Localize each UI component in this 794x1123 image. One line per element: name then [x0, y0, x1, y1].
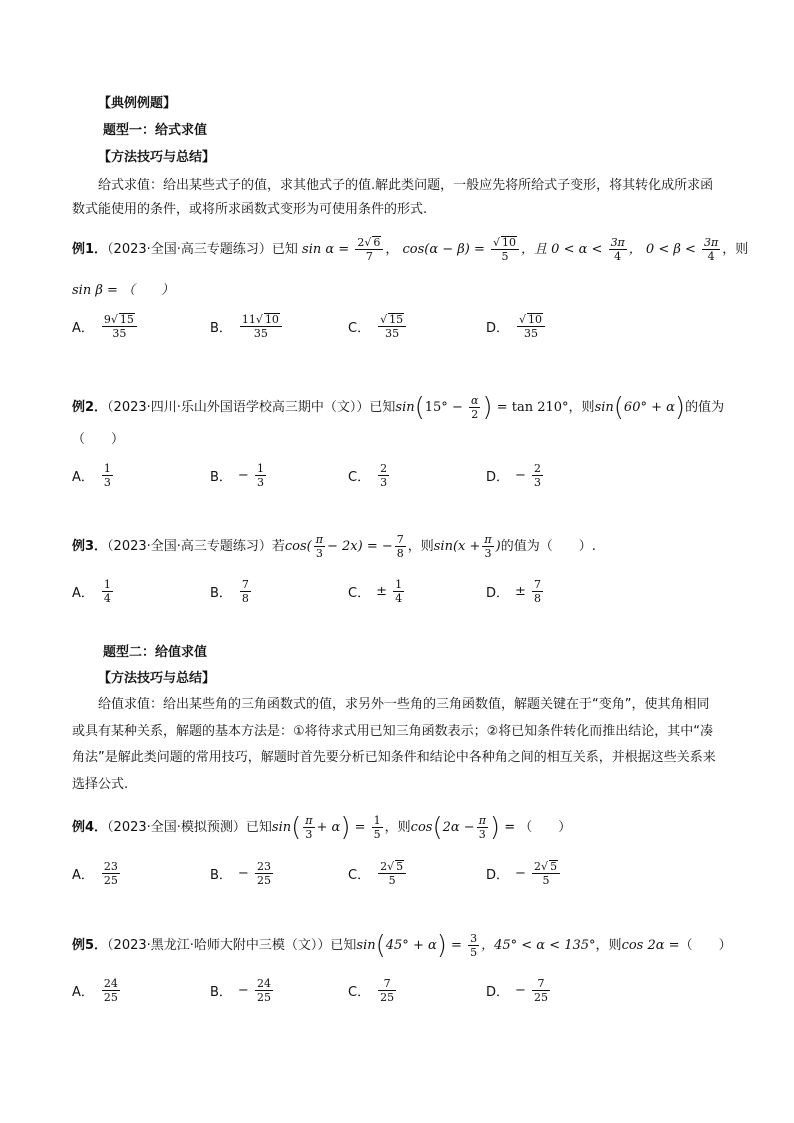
option-fraction: $\frac{2}{3}$ — [534, 462, 542, 489]
ex1-option-c[interactable] — [348, 313, 408, 340]
ex2-expr-in: 15° − — [424, 400, 463, 415]
option-fraction: $\frac{2√ 5}{5}$ — [378, 860, 406, 887]
ex3-sin: sin(x + — [433, 539, 481, 554]
option-letter: C． — [348, 868, 371, 883]
option-letter: C． — [348, 321, 371, 336]
ex1-frac-c2: $\frac{3\pi}{4}$ — [704, 236, 719, 263]
type2-heading: 题型二：给值求值 — [103, 645, 208, 660]
type1-heading: 题型一：给式求值 — [103, 123, 208, 138]
ex3-mid: ，则 — [407, 539, 434, 554]
option-fraction: $\frac{√ 10}{35}$ — [517, 313, 545, 340]
ex1-sin-alpha: sin α = — [302, 242, 350, 257]
option-fraction: $\frac{24}{25}$ — [103, 977, 118, 1004]
ex5-expr1-in: 45° + α — [385, 938, 437, 953]
option-letter: B． — [210, 470, 232, 485]
option-letter: A． — [72, 985, 94, 1000]
ex4-mid: ，则 — [384, 820, 411, 835]
ex4-frac3: $\frac{\pi}{3}$ — [478, 814, 486, 841]
option-fraction: $\frac{1}{3}$ — [256, 462, 264, 489]
ex4-sin: sin — [271, 820, 292, 835]
ex4-option-b[interactable] — [210, 860, 275, 887]
ex5-label: 例5． — [72, 938, 108, 953]
type2-method-title: 【方法技巧与总结】 — [98, 671, 216, 686]
ex3-option-b[interactable] — [210, 578, 253, 605]
ex4-eq: = — [354, 820, 366, 835]
ex3-frac2: $\frac{7}{8}$ — [396, 533, 404, 560]
ex1-frac-c1: $\frac{3\pi}{4}$ — [610, 236, 625, 263]
option-sign: − — [237, 866, 253, 881]
ex4-source: （2023·全国·模拟预测）已知 — [107, 820, 272, 835]
option-fraction: $\frac{24}{25}$ — [256, 977, 271, 1004]
ex4-tail: = （ ） — [504, 820, 572, 835]
option-sign: − — [515, 983, 531, 998]
ex5-cos2a: cos 2α = — [621, 938, 680, 953]
ex5-sin: sin — [356, 938, 376, 953]
option-fraction: $\frac{7}{25}$ — [380, 977, 395, 1004]
ex1-cond1: ，且 0 < α < — [521, 242, 603, 257]
ex1-line2: sin β = （ ） — [72, 283, 175, 298]
option-fraction: $\frac{23}{25}$ — [256, 860, 271, 887]
option-fraction: $\frac{1}{4}$ — [395, 578, 403, 605]
ex4-option-d[interactable] — [486, 860, 562, 887]
ex2-option-c[interactable] — [348, 462, 391, 489]
ex3-expr1-post: − 2x) = − — [327, 539, 393, 554]
ex5-option-c[interactable] — [348, 977, 398, 1004]
option-sign: − — [237, 468, 253, 483]
ex1-option-a[interactable] — [72, 313, 139, 340]
ex4-option-c[interactable] — [348, 860, 408, 887]
ex3-label: 例3． — [72, 539, 108, 554]
ex5-frac: $\frac{3}{5}$ — [470, 932, 478, 959]
option-letter: D． — [486, 321, 510, 336]
ex1-cos-ab: cos(α − β) = — [402, 242, 485, 257]
ex2-source: （2023·四川·乐山外国语学校高三期中（文））已知 — [107, 400, 396, 415]
option-sign: ± — [515, 584, 531, 599]
ex1-question: 例1．（2023·全国·高三专题练习）已知 sin α = $\frac{2√ 6}{7}$ ， cos(α − β) = $\frac{√ 10}{5}$ ，且 0 < α < $\frac{3\pi}{4}$ ， 0 < β < $\frac{3\pi}{4}$ ，则 — [72, 236, 749, 263]
ex5-option-b[interactable] — [210, 977, 275, 1004]
ex2-frac: $\frac{\alpha}{2}$ — [470, 394, 479, 421]
ex4-expr2-in: 2α − — [442, 820, 475, 835]
ex2-mid: ，则 — [568, 400, 595, 415]
type1-method-title: 【方法技巧与总结】 — [98, 150, 216, 165]
option-fraction: $\frac{9√ 15}{35}$ — [102, 313, 137, 340]
ex1-label: 例1． — [72, 242, 108, 257]
ex1-tail: ，则 — [722, 242, 749, 257]
ex2-question: 例2．（2023·四川·乐山外国语学校高三期中（文））已知sin(15° − $\frac{\alpha}{2}$ ) = tan 210°，则sin(60° + α)的值为 — [72, 392, 725, 423]
ex1-frac-a: $\frac{2√ 6}{7}$ — [355, 236, 383, 263]
ex3-question — [72, 531, 596, 563]
ex2-line2: （ ） — [72, 432, 125, 447]
ex4-frac2: $\frac{1}{5}$ — [373, 814, 381, 841]
option-letter: C． — [348, 586, 371, 601]
ex1-option-d[interactable] — [486, 313, 547, 340]
ex2-option-d[interactable] — [486, 462, 545, 489]
option-letter: C． — [348, 985, 371, 1000]
ex4-cos: cos — [410, 820, 433, 835]
ex4-option-a[interactable] — [72, 860, 122, 887]
option-fraction: $\frac{7}{8}$ — [534, 578, 542, 605]
option-letter: C． — [348, 470, 371, 485]
ex5-eq: = — [451, 938, 462, 953]
ex2-expr2-in: 60° + α — [623, 400, 675, 415]
ex3-option-a[interactable] — [72, 578, 115, 605]
ex5-mid: ，则 — [595, 938, 622, 953]
ex1-source: （2023·全国·高三专题练习）已知 — [107, 242, 298, 257]
option-letter: D． — [486, 586, 510, 601]
ex4-frac1: $\frac{\pi}{3}$ — [305, 814, 313, 841]
option-fraction: $\frac{7}{25}$ — [534, 977, 549, 1004]
ex2-option-b[interactable] — [210, 462, 268, 489]
ex3-option-c[interactable] — [348, 578, 406, 605]
option-fraction: $\frac{2}{3}$ — [380, 462, 388, 489]
ex2-eq: = tan 210° — [496, 400, 569, 415]
option-letter: B． — [210, 586, 232, 601]
option-fraction: $\frac{11√ 10}{35}$ — [240, 313, 282, 340]
ex3-frac1: $\frac{\pi}{3}$ — [315, 533, 323, 560]
section-title: 【典例例题】 — [98, 96, 177, 111]
option-letter: D． — [486, 868, 510, 883]
option-fraction: $\frac{√ 15}{35}$ — [378, 313, 406, 340]
option-fraction: $\frac{7}{8}$ — [241, 578, 249, 605]
ex5-option-a[interactable] — [72, 977, 122, 1004]
ex4-label: 例4． — [72, 820, 108, 835]
option-letter: A． — [72, 321, 94, 336]
ex5-cond: ，45° < α < 135° — [481, 938, 596, 953]
type1-method-text: 给式求值：给出某些式子的值，求其他式子的值.解此类问题，一般应先将所给式子变形，将其转化成所求函数式能使用的条件，或将所求函数式变形为可使用条件的形式. — [72, 178, 714, 217]
ex4-question: 例4．（2023·全国·模拟预测）已知sin( $\frac{\pi}{3}$ + α) = $\frac{1}{5}$ ，则cos(2α − $\frac{\pi}{3}$ ) = （ ） — [72, 812, 572, 843]
ex3-cos: cos( — [284, 539, 312, 554]
ex2-option-a[interactable] — [72, 462, 115, 489]
option-letter: B． — [210, 868, 232, 883]
ex5-tail: （ ） — [679, 938, 732, 953]
option-sign: ± — [376, 584, 392, 599]
ex5-question: 例5．（2023·黑龙江·哈师大附中三模（文））已知sin(45° + α) = $\frac{3}{5}$ ，45° < α < 135°，则cos 2α =（ ） — [72, 930, 732, 961]
ex4-expr1-in: + α — [316, 820, 341, 835]
ex3-tail: 的值为（ ）. — [500, 539, 596, 554]
option-fraction: $\frac{1}{4}$ — [103, 578, 111, 605]
ex3-close: ) — [495, 539, 501, 554]
option-letter: D． — [486, 985, 510, 1000]
option-fraction: $\frac{23}{25}$ — [103, 860, 118, 887]
ex1-frac-b: $\frac{√ 10}{5}$ — [491, 236, 519, 263]
ex2-sin2: sin — [594, 400, 614, 415]
option-letter: A． — [72, 470, 94, 485]
option-fraction: $\frac{2√ 5}{5}$ — [532, 860, 560, 887]
option-fraction: $\frac{1}{3}$ — [103, 462, 111, 489]
option-sign: − — [515, 468, 531, 483]
ex3-option-d[interactable] — [486, 578, 545, 605]
ex2-sin: sin — [395, 400, 415, 415]
ex2-tail: 的值为 — [685, 400, 725, 415]
option-letter: A． — [72, 868, 94, 883]
ex3-source: （2023·全国·高三专题练习）若 — [107, 539, 285, 554]
ex1-cond2: ， 0 < β < — [628, 242, 696, 257]
ex5-source: （2023·黑龙江·哈师大附中三模（文））已知 — [107, 938, 357, 953]
ex1-option-b[interactable] — [210, 313, 284, 340]
option-letter: B． — [210, 321, 232, 336]
ex2-label: 例2． — [72, 400, 108, 415]
option-sign: − — [515, 866, 531, 881]
option-sign: − — [237, 983, 253, 998]
type2-method-text: 给值求值：给出某些角的三角函数式的值，求另外一些角的三角函数值，解题关键在于“变角”，使其角相同或具有某种关系，解题的基本方法是：①将待求式用已知三角函数表示；②将已知条件转化而推出结论，其中“凑角法”是解此类问题的常用技巧，解题时首先要分析已知条件和结论中各种角之间的相互关系，并根据这些关系来选择公式. — [72, 697, 716, 792]
option-letter: D． — [486, 470, 510, 485]
ex5-option-d[interactable] — [486, 977, 552, 1004]
option-letter: A． — [72, 586, 94, 601]
ex3-frac3: $\frac{\pi}{3}$ — [484, 533, 492, 560]
option-letter: B． — [210, 985, 232, 1000]
